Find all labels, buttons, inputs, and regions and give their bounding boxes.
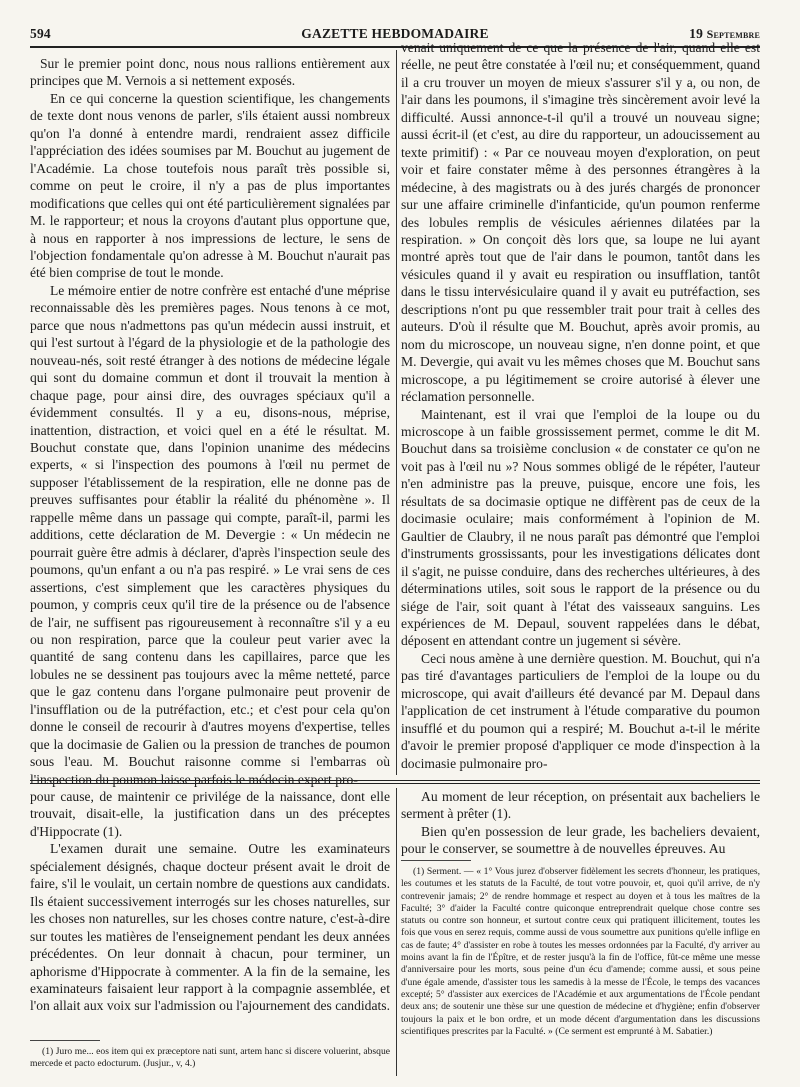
article-paragraph: Le mémoire entier de notre confrère est entaché d'une méprise reconnaissable dès les premières pages. Nous tenons à ce mot, parce que nous n'admettons pas qu'un médecin aussi instruit, et qui l'est surtout à l'égard de la physiologie et de la pathologie des nouveau-nés, soit resté étranger à des notions de médecine légale qui sont du domaine commun et dont il trouvait la mention à chaque page, pour ainsi dire, des ouvrages spéciaux qu'il a évidemment consultés. Il y a eu, disons-nous, méprise, inattention, distraction, et voici quel en a été le résultat. M. Bouchut constate que, dans l'opinion unanime des médecins experts, « si l'inspection des poumons à l'œil nu permet de supposer l'établissement de la respiration, elle ne donne pas de preuves suffisantes pour établir la réalité du phénomène ». Il rappelle même dans un passage qui compte, paraît-il, parmi les additions, cette déclaration de M. Devergie : « Un médecin ne pourrait guère être admis à déclarer, d'après l'inspection seule des poumons, qu'un enfant a ou n'a pas respiré. » Le vrai sens de ces assertions, c'est simplement que les caractères physiques du poumon, y compris ceux qu'il tire de la présence ou de l'absence de l'air, ne suffisent pas rigoureusement à reconnaître s'il y a eu ou non respiration, parce que la couleur peut varier avec la quantité de sang contenu dans les capillaires, parce que les lobules ne se dessinent pas toujours avec la même netteté, parce que le gaz contenu dans l'organe pulmonaire peut provenir de l'insufflation ou de la putréfaction, etc.; et c'est pour cela qu'on donne le conseil de recourir à d'autres moyens d'expertise, telles que la docimasie de Galien ou la pression de tranches de poumon sous l'eau. M. Bouchut raisonne comme si l'embarras où [30,282,390,770]
issue-date-month: Septembre [706,27,760,41]
feuilleton-column-divider [396,788,397,1076]
footnote-rule [30,1040,100,1041]
column-divider [396,50,397,775]
issue-date-day: 19 [689,26,704,41]
feuilleton-paragraph: pour cause, de maintenir ce privilége de la naissance, dont elle trouvait, disait-elle, la justification dans un des préceptes d'Hippocrate (1). [30,789,390,839]
page-number: 594 [30,26,51,41]
feuilleton-column-left [30,788,390,1013]
feuilleton-rule-bottom [30,783,760,784]
article-paragraph: Sur le premier point donc, nous nous rallions entièrement aux principes que M. Vernois a si nettement exposés. [30,56,390,89]
article-paragraph: En ce qui concerne la question scientifique, les changements de texte dont nous venons de parler, s'ils étaient aussi nombreux qu'on l'a donné à entendre mardi, rendraient assez difficile l'appréciation des idées soumises par M. Bouchut au jugement de l'Académie. La chose toutefois nous paraît très possible si, comme on peut le croire, il n'y a pas de plus importantes modifications que celles qui ont été particulièrement signalées par M. le rapporteur; et nous la croyons d'autant plus opportune que, à nous en rapporter à nos impressions de lecture, le sens de l'objection fondamentale qu'on adresse à M. Bouchut n'aurait pas été bien comprise de tout le monde. [30,90,390,281]
footnote-text: (1) Serment. — « 1° Vous jurez d'observer fidèlement les secrets d'honneur, les pratiques, les coutumes et les statuts de la Faculté, de tout votre pouvoir, et, quoi qu'il arrive, de n'y contrevenir jamais; 2° de rendre hommage et respect au doyen et à tous les maîtres de la Faculté; 3° d'aider la Faculté contre quiconque entreprendrait quelque chose contre ses statuts ou contre son honneur, et surtout contre ceux qui pratiquent illicitement, toutes les fois que vous en serez requis, comme aussi de vous soumettre aux punitions qu'elle inflige en cas de faute; 4° d'assister en robe à toutes les messes ordonnées par la Faculté, d'y arriver au moins avant la fin de l'Épître, et de rester jusqu'à la fin de l'office, fût-ce même une messe d'anniversaire pour les morts, sous peine d'un écu d'amende; comme aussi, et sous peine d'une égale amende, d'assister tous les samedis à la messe de l'École, le temps des vacances excepté; 5° d'assister aux exercices de l'Académie et aux argumentations de l'École pendant deux ans; de soutenir une thèse sur une question de médecine et d'hygiène; enfin d'observer toujours la paix et le bon ordre, et un mode décent d'argumentation dans les discussions scientifiques prescrites par la Faculté. » (Ce serment est emprunté à M. Sabatier.) [401,866,760,1037]
footnote-text: (1) Juro me... eos item qui ex præceptore nati sunt, artem hanc si discere voluerint, absque mercede et pacto edocturum. (Jusjur., v, 4.) [30,1046,390,1070]
article-column-left [30,55,390,777]
footnote-rule [401,860,471,861]
article-paragraph: venait uniquement de ce que la présence de l'air, quand elle est réelle, ne peut être constatée à l'œil nu; et conséquemment, quand il a cru trouver un moyen de mieux s'assurer s'il y a, ou non, de l'air dans les poumons, il s'imagine très sincèrement avoir levé la difficulté. Aussi annonce-t-il qu'il a trouvé un nouveau signe; aussi écrit-il (et c'est, au dire du rapporteur, un adoucissement au texte primitif) : « Par ce nouveau moyen d'exploration, on peut voir et faire constater même à des personnes étrangères à la médecine, à des magistrats ou à des jurés chargés de prononcer sur une affaire criminelle d'infanticide, qu'un poumon renferme des lobules remplis de vésicules aériennes dilatées par la respiration. » On conçoit dès lors que, sa loupe ne lui ayant montré après tout que de l'air dans le poumon, tantôt dans les vésicules quand il y avait eu respiration ou insufflation, tantôt dans le tissu intervésiculaire quand il y avait eu putréfaction, ses descriptions n'ont pu que ressembler trait pour trait à celles des auteurs. D'où il résulte que M. Bouchut, après avoir promis, au nom du microscope, un nouveau signe, n'en donne point, et que M. Devergie, qui avait vu les mêmes choses que M. Bouchut sans microscope, a pu légitimement se croire autorisé à élever une réclamation personnelle. [401,40,760,405]
footnote-right [401,866,760,1078]
journal-title: GAZETTE HEBDOMADAIRE [301,26,489,41]
feuilleton-column-right [401,788,760,857]
feuilleton-rule-top [30,780,760,781]
article-column-right [401,39,760,777]
feuilleton-paragraph: Bien qu'en possession de leur grade, les bacheliers devaient, pour le conserver, se soumettre à de nouvelles épreuves. Au [401,823,760,857]
feuilleton-paragraph: Au moment de leur réception, on présentait aux bacheliers le serment à prêter (1). [401,789,760,822]
article-paragraph: Ceci nous amène à une dernière question. M. Bouchut, qui n'a pas tiré d'avantages particuliers de l'emploi de la loupe ou du microscope, qui avait d'ailleurs été devancé par M. Depaul dans l'application de cet instrument à l'étude comparative du poumon insufflé et du poumon qui a respiré; M. Bouchut a-t-il le mérite d'avoir le premier proposé d'appliquer ce mode d'inspection à la docimasie pulmonaire pro- [401,650,760,771]
footnote-left [30,1046,390,1076]
article-paragraph: Maintenant, est il vrai que l'emploi de la loupe ou du microscope à un faible grossissement permet, comme le dit M. Bouchut dans sa troisième conclusion « de constater ce qu'on ne voit pas à l'œil nu »? Nous sommes obligé de le répéter, l'auteur n'en administre pas la preuve, puisque, encore une fois, les résultats de sa docimasie optique ne diffèrent pas de ceux de la docimasie oculaire; mais conformément à l'opinion de M. Gaultier de Claubry, il ne nous paraît pas démontré que l'emploi d'instruments grossissants, pour les investigations délicates dont il s'agit, ne puisse conduire, dans des recherches ultérieures, à des déterminations utiles, soit sous le rapport de la présence ou du siége de l'air, soit quant à l'état des vaisseaux sanguins. Les expériences de M. Depaul, souvent rappelées dans le débat, déposent en attendant contre un jugement si sévère. [401,406,760,649]
feuilleton-paragraph: L'examen durait une semaine. Outre les examinateurs spécialement désignés, chaque docteur présent avait le droit de faire, s'il le voulait, un certain nombre de questions aux candidats. Ils étaient successivement interrogés sur les choses naturelles, sur les choses non naturelles, sur les choses contre nature, c'est-à-dire sur toutes les matières de l'enseignement pendant les deux années précédentes. On leur donnait à chacun, pour terminer, un aphorisme d'Hippocrate à commenter. A la fin de la semaine, les examinateurs faisaient leur rapport à la compagnie assemblée, et l'on allait aux voix sur l'admission ou l'ajournement des candidats. [30,841,390,1014]
